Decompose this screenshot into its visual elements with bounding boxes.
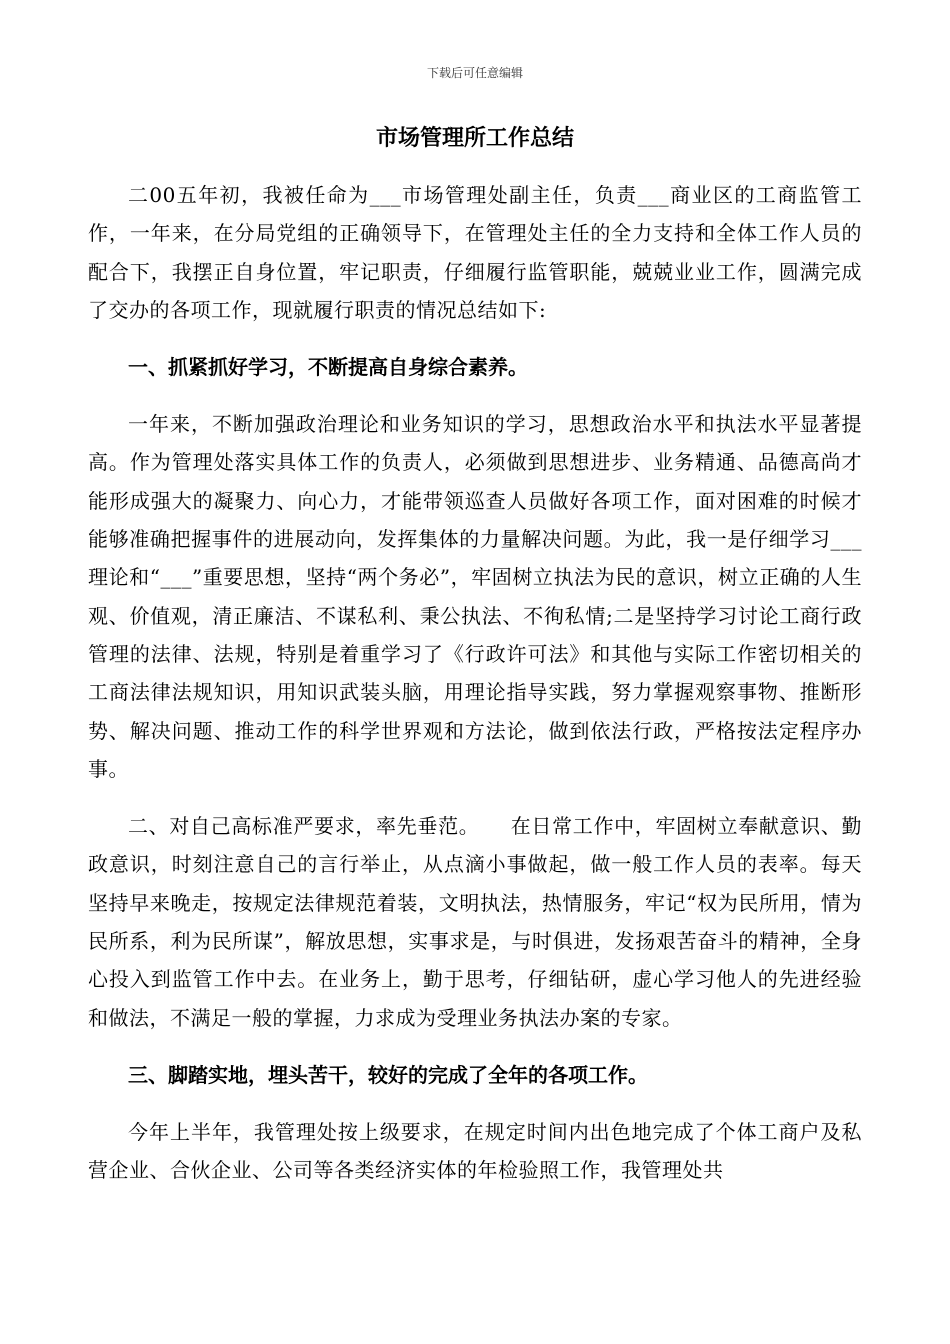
intro-paragraph: 二00五年初，我被任命为___市场管理处副主任，负责___商业区的工商监管工作，一年来，在分局党组的正确领导下，在管理处主任的全力支持和全体工作人员的配合下，我摆正自身位置，牢记职责，仔细履行监管职能，兢兢业业工作，圆满完成了交办的各项工作，现就履行职责的情况总结如下: xyxy=(88,183,862,322)
section-heading-3: 三、脚踏实地，埋头苦干，较好的完成了全年的各项工作。 xyxy=(128,1062,648,1087)
header-note: 下载后可任意编辑 xyxy=(426,66,523,80)
section-heading-1: 一、抓紧抓好学习，不断提高自身综合素养。 xyxy=(128,355,528,380)
section-3-paragraph: 今年上半年，我管理处按上级要求，在规定时间内出色地完成了个体工商户及私营企业、合伙企业、公司等各类经济实体的年检验照工作，我管理处共 xyxy=(88,1119,862,1183)
section-2-paragraph: 二、对自己高标准严要求，率先垂范。 在日常工作中，牢固树立奉献意识、勤政意识，时刻注意自己的言行举止，从点滴小事做起，做一般工作人员的表率。每天坚持早来晚走，按规定法律规范着装，文明执法，热情服务，牢记“权为民所用，情为民所系，利为民所谋”，解放思想，实事求是，与时俱进，发扬艰苦奋斗的精神，全身心投入到监管工作中去。在业务上，勤于思考，仔细钻研，虚心学习他人的先进经验和做法，不满足一般的掌握，力求成为受理业务执法办案的专家。 xyxy=(88,814,862,1030)
document-title: 市场管理所工作总结 xyxy=(375,125,574,151)
document-body xyxy=(88,176,862,1209)
section-1-paragraph: 一年来，不断加强政治理论和业务知识的学习，思想政治水平和执法水平显著提高。作为管理处落实具体工作的负责人，必须做到思想进步、业务精通、品德高尚才能形成强大的凝聚力、向心力，才能带领巡查人员做好各项工作，面对困难的时候才能够准确把握事件的进展动向，发挥集体的力量解决问题。为此，我一是仔细学习___理论和“___”重要思想，坚持“两个务必”，牢固树立执法为民的意识，树立正确的人生观、价值观，清正廉洁、不谋私利、秉公执法、不徇私情;二是坚持学习讨论工商行政管理的法律、法规，特别是着重学习了《行政许可法》和其他与实际工作密切相关的工商法律法规知识，用知识武装头脑，用理论指导实践，努力掌握观察事物、推断形势、解决问题、推动工作的科学世界观和方法论，做到依法行政，严格按法定程序办事。 xyxy=(88,412,862,781)
